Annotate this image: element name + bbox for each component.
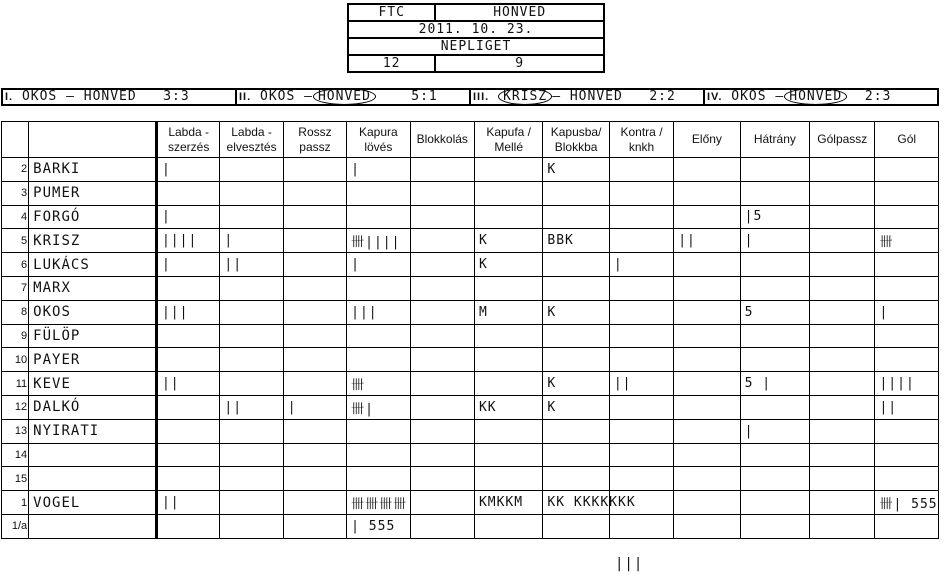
stat-cell [674, 324, 740, 348]
stat-cell [410, 324, 474, 348]
table-row [2, 253, 939, 277]
period-lineup: OKOS – [260, 89, 313, 104]
table-row [2, 158, 939, 182]
stat-cell: KK KKKKKKK [543, 491, 609, 515]
period-circled: HONVED [784, 88, 847, 105]
stat-cell [543, 419, 609, 443]
stat-cell [156, 514, 219, 538]
player-number: 6 [2, 253, 29, 277]
period-4 [705, 90, 937, 104]
stat-cell [543, 205, 609, 229]
stat-cell [283, 419, 346, 443]
period-circled: KRISZ [498, 88, 552, 105]
period-num: II. [239, 91, 252, 103]
stat-cell [875, 276, 939, 300]
stat-cell [347, 276, 410, 300]
stat-cell [283, 467, 346, 491]
stat-cell [674, 443, 740, 467]
stat-cell [543, 181, 609, 205]
stat-cell [410, 395, 474, 419]
stat-cell [674, 467, 740, 491]
column-header: Kapura lövés [347, 122, 410, 158]
stat-cell [156, 324, 219, 348]
player-name [29, 467, 157, 491]
stat-cell [474, 443, 542, 467]
stat-cell [220, 491, 283, 515]
column-header: Kapusba/ Blokkba [543, 122, 609, 158]
table-row [2, 467, 939, 491]
stat-cell [609, 300, 673, 324]
period-1 [3, 90, 237, 104]
player-number: 11 [2, 372, 29, 396]
stat-cell: ||| [347, 300, 410, 324]
stat-cell: || [220, 395, 283, 419]
stat-cell [875, 443, 939, 467]
stat-cell: 卌|||| [347, 229, 410, 253]
stat-cell [810, 181, 875, 205]
stat-cell [674, 348, 740, 372]
stat-cell [810, 443, 875, 467]
player-number: 5 [2, 229, 29, 253]
stat-cell [740, 324, 809, 348]
player-number: 13 [2, 419, 29, 443]
stat-cell: K [474, 253, 542, 277]
stat-cell [609, 181, 673, 205]
stat-cell [283, 372, 346, 396]
stat-cell [283, 253, 346, 277]
home-score: 12 [348, 55, 435, 72]
stat-cell [740, 395, 809, 419]
column-header: Labda - elvesztés [220, 122, 283, 158]
period-lineup: – HONVED [552, 89, 623, 104]
stat-cell [156, 443, 219, 467]
table-row [2, 395, 939, 419]
stat-cell [810, 395, 875, 419]
stat-cell [609, 467, 673, 491]
stat-cell [875, 253, 939, 277]
stat-cell [474, 181, 542, 205]
stat-cell [410, 443, 474, 467]
stat-cell [740, 467, 809, 491]
stat-cell [875, 348, 939, 372]
column-header: Rossz passz [283, 122, 346, 158]
stat-cell [810, 491, 875, 515]
stat-cell [474, 324, 542, 348]
stat-cell [220, 372, 283, 396]
stat-cell [543, 467, 609, 491]
stat-cell: | [156, 205, 219, 229]
stat-cell [410, 491, 474, 515]
player-number: 2 [2, 158, 29, 182]
stat-cell: | [220, 229, 283, 253]
stat-cell [810, 300, 875, 324]
table-row [2, 514, 939, 538]
stat-cell: | [156, 253, 219, 277]
player-name: MARX [29, 276, 157, 300]
stat-cell [283, 443, 346, 467]
stat-cell: | [283, 395, 346, 419]
player-number: 8 [2, 300, 29, 324]
period-3 [471, 90, 705, 104]
stat-cell [609, 443, 673, 467]
player-name: KRISZ [29, 229, 157, 253]
stat-cell: K [474, 229, 542, 253]
stat-cell [875, 419, 939, 443]
stat-cell: | [347, 253, 410, 277]
player-name: DALKÓ [29, 395, 157, 419]
stat-cell [875, 205, 939, 229]
stat-cell [674, 276, 740, 300]
stat-cell [283, 229, 346, 253]
stat-cell [810, 276, 875, 300]
stat-cell: || [220, 253, 283, 277]
match-venue: NEPLIGET [348, 38, 604, 55]
stat-cell [220, 324, 283, 348]
stat-cell: || [609, 372, 673, 396]
match-date: 2011. 10. 23. [348, 21, 604, 38]
stat-cell: 5 | [740, 372, 809, 396]
stat-cell: |5 [740, 205, 809, 229]
away-team: HONVED [435, 4, 604, 21]
stat-cell [410, 158, 474, 182]
table-row [2, 276, 939, 300]
player-name: FÜLÖP [29, 324, 157, 348]
stat-cell [543, 253, 609, 277]
stat-cell [740, 158, 809, 182]
table-row [2, 229, 939, 253]
stat-cell [347, 348, 410, 372]
stat-cell [674, 158, 740, 182]
stat-cell [674, 419, 740, 443]
period-lineup: OKOS — HONVED [21, 89, 137, 104]
stat-cell [220, 276, 283, 300]
stat-cell [875, 514, 939, 538]
stat-cell [875, 324, 939, 348]
stat-cell [740, 491, 809, 515]
player-number: 9 [2, 324, 29, 348]
match-header [347, 3, 605, 73]
stat-cell [283, 324, 346, 348]
player-number: 14 [2, 443, 29, 467]
period-score: 2:2 [649, 89, 676, 104]
table-row [2, 181, 939, 205]
stat-cell [609, 276, 673, 300]
stat-cell: 5 [740, 300, 809, 324]
stat-cell [220, 348, 283, 372]
stat-cell [410, 253, 474, 277]
stat-cell [474, 467, 542, 491]
stat-cell [156, 395, 219, 419]
stat-cell: K [543, 158, 609, 182]
stat-cell [283, 276, 346, 300]
stat-cell: || [875, 395, 939, 419]
stat-cell [410, 419, 474, 443]
stat-cell [347, 181, 410, 205]
stat-cell [609, 419, 673, 443]
player-number: 4 [2, 205, 29, 229]
stat-cell: |||| [875, 372, 939, 396]
period-num: I. [5, 91, 14, 103]
stat-cell [609, 395, 673, 419]
stat-cell [220, 158, 283, 182]
column-header: Kontra / knkh [609, 122, 673, 158]
stat-cell: | [347, 158, 410, 182]
stat-cell [740, 181, 809, 205]
stat-cell [283, 158, 346, 182]
player-name: NYIRATI [29, 419, 157, 443]
table-row [2, 324, 939, 348]
stat-cell [810, 514, 875, 538]
stat-cell [347, 467, 410, 491]
stat-cell [156, 276, 219, 300]
stat-cell [474, 419, 542, 443]
stat-cell: K [543, 300, 609, 324]
stat-cell [875, 467, 939, 491]
stat-cell [220, 514, 283, 538]
stat-cell [220, 205, 283, 229]
stat-cell [609, 229, 673, 253]
stat-cell [283, 491, 346, 515]
stat-cell [283, 300, 346, 324]
stat-cell: 卌 [347, 372, 410, 396]
stat-cell [740, 276, 809, 300]
stat-cell [347, 205, 410, 229]
stat-cell [410, 300, 474, 324]
stat-cell [347, 443, 410, 467]
stat-cell [810, 348, 875, 372]
player-name [29, 514, 157, 538]
column-header: Előny [674, 122, 740, 158]
player-name: KEVE [29, 372, 157, 396]
table-row [2, 443, 939, 467]
stat-cell [543, 324, 609, 348]
stat-cell: KMKKM [474, 491, 542, 515]
column-header: Blokkolás [410, 122, 474, 158]
stat-cell: 卌| [347, 395, 410, 419]
stat-cell [609, 158, 673, 182]
stat-cell [810, 419, 875, 443]
period-score: 5:1 [411, 89, 438, 104]
num-header [2, 122, 29, 158]
stat-cell [674, 253, 740, 277]
player-name: VOGEL [29, 491, 157, 515]
stat-cell [740, 443, 809, 467]
player-name: BARKI [29, 158, 157, 182]
stat-cell: | 555 [347, 514, 410, 538]
stat-cell [283, 205, 346, 229]
stat-cell [410, 181, 474, 205]
stat-cell [474, 205, 542, 229]
period-score: 3:3 [163, 89, 190, 104]
stat-cell [810, 372, 875, 396]
stat-cell [810, 205, 875, 229]
stat-cell [410, 348, 474, 372]
stat-cell [543, 514, 609, 538]
periods-bar [1, 88, 939, 106]
period-num: III. [473, 91, 490, 103]
stat-cell [220, 181, 283, 205]
stat-cell [543, 348, 609, 372]
stat-cell: | [740, 419, 809, 443]
stat-cell [674, 205, 740, 229]
stat-cell: 卌卌卌卌 [347, 491, 410, 515]
stat-cell [810, 324, 875, 348]
table-row [2, 205, 939, 229]
stat-cell [410, 467, 474, 491]
column-header: Gól [875, 122, 939, 158]
stat-cell [410, 205, 474, 229]
player-number: 7 [2, 276, 29, 300]
player-number: 1 [2, 491, 29, 515]
stat-cell [609, 348, 673, 372]
stat-cell [220, 467, 283, 491]
period-lineup: OKOS – [731, 89, 785, 104]
stat-cell [674, 491, 740, 515]
stat-cell: K [543, 372, 609, 396]
stat-cell [410, 229, 474, 253]
player-number: 15 [2, 467, 29, 491]
stat-cell [410, 514, 474, 538]
player-name: PAYER [29, 348, 157, 372]
stat-cell [156, 348, 219, 372]
stat-cell [875, 158, 939, 182]
player-number: 10 [2, 348, 29, 372]
stat-cell [283, 514, 346, 538]
stat-cell [156, 467, 219, 491]
stat-cell [609, 205, 673, 229]
stat-cell: | [875, 300, 939, 324]
stat-cell [543, 276, 609, 300]
stat-cell [347, 324, 410, 348]
bottom-tally: ||| [615, 556, 644, 572]
stat-cell [220, 419, 283, 443]
table-header-row [2, 122, 939, 158]
stat-cell [283, 348, 346, 372]
column-header: Kapufa / Mellé [474, 122, 542, 158]
stat-cell [810, 253, 875, 277]
stat-cell [283, 181, 346, 205]
player-number: 12 [2, 395, 29, 419]
stat-cell [674, 300, 740, 324]
stat-cell [609, 324, 673, 348]
stat-cell: | [740, 229, 809, 253]
stat-cell: | [609, 253, 673, 277]
stat-cell: | [156, 158, 219, 182]
stat-cell [474, 348, 542, 372]
stat-cell [609, 514, 673, 538]
stat-cell: 卌 [875, 229, 939, 253]
stat-cell [810, 158, 875, 182]
stat-cell [875, 181, 939, 205]
player-name: LUKÁCS [29, 253, 157, 277]
stat-cell [474, 372, 542, 396]
stat-cell: KK [474, 395, 542, 419]
period-circled: HONVED [313, 88, 376, 105]
stat-cell [740, 514, 809, 538]
table-row [2, 419, 939, 443]
stat-cell [220, 300, 283, 324]
column-header: Labda - szerzés [156, 122, 219, 158]
stat-cell [220, 443, 283, 467]
player-name: OKOS [29, 300, 157, 324]
stat-cell [474, 514, 542, 538]
name-header [29, 122, 157, 158]
stat-cell [674, 514, 740, 538]
stat-cell [474, 276, 542, 300]
stat-cell: ||| [156, 300, 219, 324]
table-body [2, 158, 939, 539]
player-number: 1/a [2, 514, 29, 538]
stat-cell: 卌| 555 [875, 491, 939, 515]
stat-cell [347, 419, 410, 443]
player-stats-table [1, 121, 939, 539]
period-2 [237, 90, 471, 104]
away-score: 9 [435, 55, 604, 72]
home-team: FTC [348, 4, 435, 21]
player-name: FORGÓ [29, 205, 157, 229]
stat-cell [674, 395, 740, 419]
stat-cell [740, 348, 809, 372]
stat-cell: |||| [156, 229, 219, 253]
stat-cell [810, 229, 875, 253]
stat-cell [410, 276, 474, 300]
stat-cell [810, 467, 875, 491]
stat-cell: K [543, 395, 609, 419]
stat-cell [474, 158, 542, 182]
stat-cell: M [474, 300, 542, 324]
period-score: 2:3 [864, 89, 892, 104]
stat-cell [410, 372, 474, 396]
period-num: IV. [707, 91, 723, 103]
stat-cell [156, 181, 219, 205]
table-row [2, 491, 939, 515]
table-row [2, 372, 939, 396]
table-row [2, 348, 939, 372]
table-row [2, 300, 939, 324]
stat-cell: BBK [543, 229, 609, 253]
column-header: Gólpassz [810, 122, 875, 158]
stat-cell: || [156, 491, 219, 515]
stat-cell [543, 443, 609, 467]
player-name [29, 443, 157, 467]
stat-cell [156, 419, 219, 443]
stat-cell: || [674, 229, 740, 253]
column-header: Hátrány [740, 122, 809, 158]
stat-cell: || [156, 372, 219, 396]
player-number: 3 [2, 181, 29, 205]
stat-cell [740, 253, 809, 277]
stat-cell [674, 181, 740, 205]
stat-cell [674, 372, 740, 396]
player-name: PUMER [29, 181, 157, 205]
